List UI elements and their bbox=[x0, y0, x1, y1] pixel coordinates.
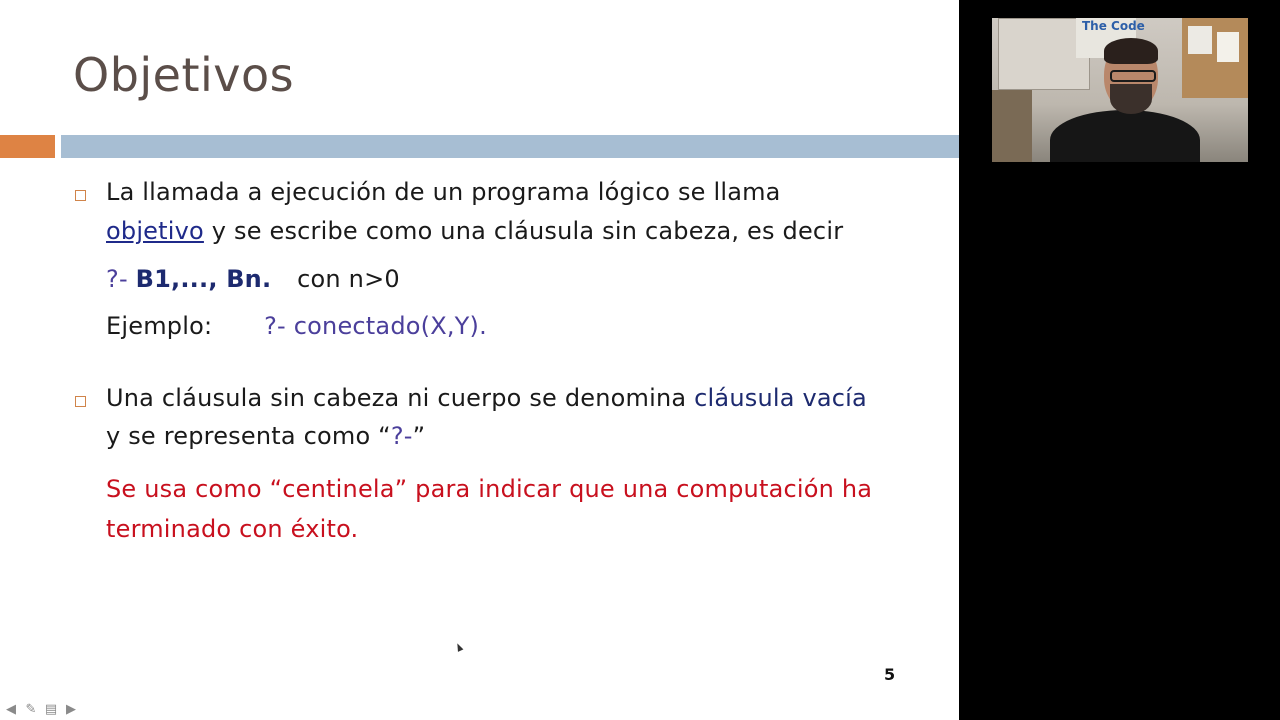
bullet1-line2 bbox=[106, 217, 843, 245]
example-line bbox=[106, 312, 487, 340]
title-accent-bar bbox=[0, 135, 55, 158]
bullet-marker bbox=[75, 190, 86, 201]
example-prefix: ?- bbox=[264, 312, 286, 340]
example-code: conectado(X,Y). bbox=[293, 312, 487, 340]
presenter-body bbox=[1050, 110, 1200, 162]
empty-clause-term: cláusula vacía bbox=[694, 384, 867, 412]
bullet2-line2-start: y se representa como “ bbox=[106, 422, 391, 450]
title-divider-bar bbox=[61, 135, 959, 158]
bullet1-line2-rest: y se escribe como una cláusula sin cabeza, es decir bbox=[211, 217, 844, 245]
presenter-beard bbox=[1110, 84, 1152, 114]
sentinel-note-line2: terminado con éxito. bbox=[106, 515, 359, 543]
poster-text: The Code bbox=[1082, 19, 1145, 33]
pen-icon[interactable]: ✎ bbox=[25, 702, 37, 717]
mouse-cursor-icon bbox=[455, 642, 464, 652]
bullet1-line1: La llamada a ejecución de un programa lógico se llama bbox=[106, 178, 781, 206]
webcam-video bbox=[992, 18, 1248, 162]
bullet2-line2 bbox=[106, 422, 425, 450]
bullet2-line1 bbox=[106, 384, 867, 412]
goal-condition: con n>0 bbox=[297, 265, 400, 293]
slideshow-navigation bbox=[3, 702, 79, 717]
presenter-hair bbox=[1104, 38, 1158, 64]
slide-number: 5 bbox=[884, 665, 896, 684]
goal-body: B1,..., Bn. bbox=[135, 265, 272, 293]
presenter-glasses bbox=[1110, 70, 1156, 82]
example-label: Ejemplo: bbox=[106, 312, 213, 340]
bullet2-line1-start: Una cláusula sin cabeza ni cuerpo se denomina bbox=[106, 384, 687, 412]
slide-title: Objetivos bbox=[73, 48, 295, 102]
webcam-paper bbox=[1188, 26, 1212, 54]
empty-clause-symbol: ?- bbox=[390, 422, 413, 450]
arrow-left-icon[interactable]: ◀ bbox=[6, 702, 16, 717]
goal-prefix: ?- bbox=[106, 265, 128, 293]
sentinel-note-line1: Se usa como “centinela” para indicar que una computación ha bbox=[106, 475, 873, 503]
webcam-paper bbox=[1217, 32, 1239, 62]
arrow-right-icon[interactable]: ▶ bbox=[66, 702, 76, 717]
bullet-marker bbox=[75, 396, 86, 407]
slide-menu-icon[interactable]: ▤ bbox=[44, 702, 58, 717]
objetivo-link[interactable]: objetivo bbox=[106, 217, 204, 245]
bullet2-line2-end: ” bbox=[412, 422, 426, 450]
webcam-shelf bbox=[992, 90, 1032, 162]
goal-syntax bbox=[106, 265, 400, 293]
